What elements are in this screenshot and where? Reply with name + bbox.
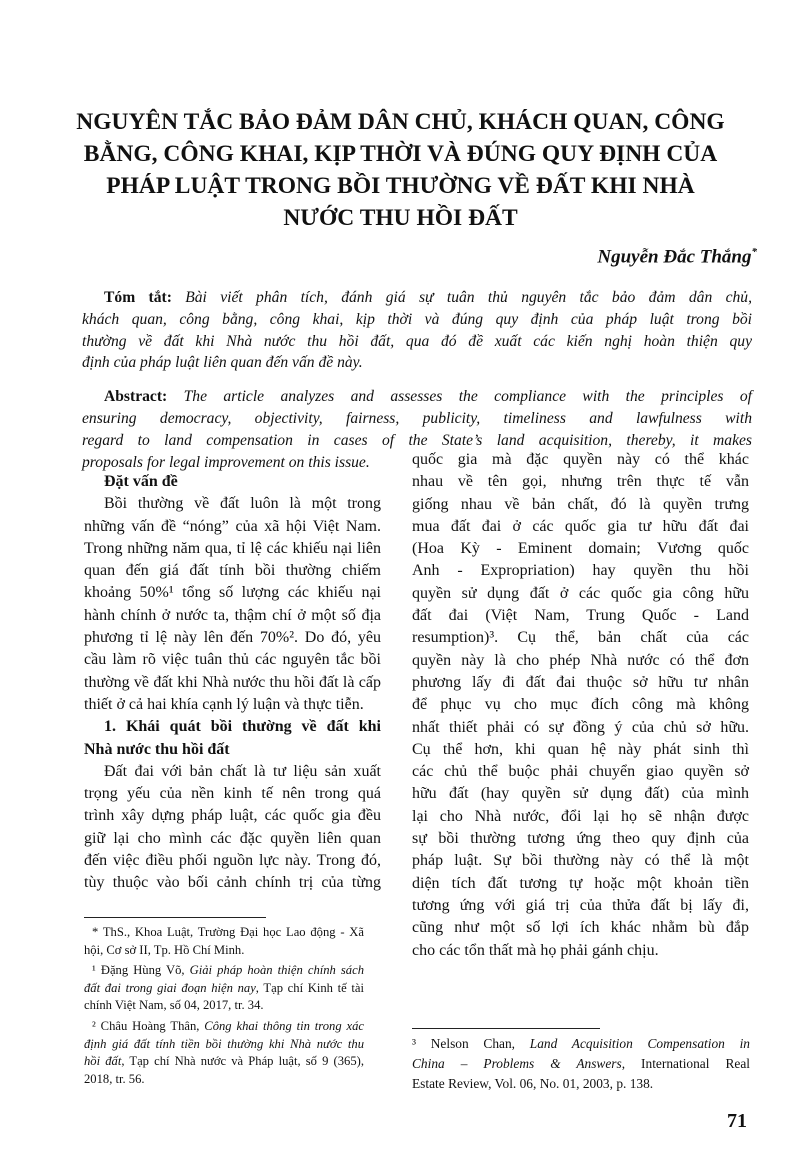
text-line (412, 806, 749, 828)
italic-text: proposals for legal improvement on this issue. (82, 453, 370, 471)
text-line (412, 717, 749, 739)
text-line (84, 672, 381, 694)
italic-text: ensuring democracy, objectivity, fairness, publicity, timeliness and lawfulness with (82, 409, 752, 427)
text-run: giống nhau về bản chất, đó là quyền trưng (412, 495, 749, 513)
paragraph-gap (82, 374, 752, 386)
text-run: trình xây dựng pháp luật, các quốc gia đều (84, 807, 381, 825)
text-run: để phục vụ cho mục đích công mà không (412, 696, 749, 714)
abstract-block (82, 287, 752, 473)
text-line (82, 408, 752, 430)
text-line (84, 783, 381, 805)
left-column (84, 471, 381, 895)
text-run: tùy thuộc vào bối cảnh chính trị của từng (84, 874, 381, 892)
text-line (84, 471, 381, 493)
italic-text: Công khai thông tin trong xác (204, 1018, 364, 1033)
italic-text: China – Problems & Answers (412, 1056, 622, 1071)
text-run: trọng yếu của nền kinh tế nên trong quá (84, 785, 381, 803)
page-number: 71 (727, 1110, 747, 1132)
text-line (412, 449, 749, 471)
text-line (84, 997, 364, 1015)
text-line (412, 739, 749, 761)
text-run: chính Việt Nam, số 04, 2017, tr. 34. (84, 998, 264, 1013)
text-run: , International Real (621, 1056, 750, 1071)
text-line (412, 850, 749, 872)
footnotes-right (412, 1034, 750, 1094)
italic-text: Land Acquisition Compensation in (529, 1036, 750, 1051)
text-run: nhau về tên gọi, nhưng trên thực tế vẫn (412, 473, 749, 491)
text-line (82, 386, 752, 408)
text-run: , Tạp chí Nhà nước và Pháp luật, số 9 (365), (121, 1054, 364, 1069)
italic-text: khách quan, công bằng, công khai, kịp thời và đúng quy định của pháp luật trong bồi (82, 310, 752, 328)
text-run: tương ứng với giá trị của thửa đất bị lấy đi, (412, 896, 749, 914)
paragraph (412, 1034, 750, 1094)
text-run: ¹ Đặng Hùng Võ, (92, 963, 190, 978)
text-line (82, 331, 752, 353)
bold-text: Tóm tắt: (104, 289, 186, 306)
text-run: hành chính ở nước ta, thậm chí ở một số địa (84, 606, 381, 624)
text-run: sự bồi thường tương ứng theo quy định của (412, 830, 749, 848)
bold-text: Nhà nước thu hồi đất (84, 740, 230, 758)
text-line (412, 538, 749, 560)
text-line (412, 605, 749, 627)
text-run: khoảng 50%¹ tổng số lượng các khiếu nại (84, 584, 381, 602)
text-run: cầu làm rõ việc tuân thủ các nguyên tắc bồi (84, 651, 381, 669)
text-run: quốc gia mà đặc quyền này có thể khác (412, 451, 749, 468)
text-line (412, 895, 749, 917)
text-run: ² Châu Hoàng Thân, (92, 1018, 205, 1033)
text-line (84, 516, 381, 538)
text-line (412, 650, 749, 672)
text-line (84, 560, 381, 582)
text-line (84, 942, 364, 960)
text-line (84, 850, 381, 872)
text-line (412, 828, 749, 850)
text-run: hữu đất (hay quyền sử dụng đất) của mình (412, 785, 749, 803)
title-line: NƯỚC THU HỒI ĐẤT (283, 205, 518, 231)
text-line (412, 873, 749, 895)
title-line: PHÁP LUẬT TRONG BỒI THƯỜNG VỀ ĐẤT KHI NHÀ (106, 173, 695, 199)
text-run: thường về đất khi Nhà nước thu hồi đất là cấp (84, 673, 381, 691)
italic-text: The article analyzes and assesses the compliance with the principles of (183, 388, 752, 406)
text-line (84, 582, 381, 604)
article-title (30, 106, 771, 234)
italic-text: Giải pháp hoàn thiện chính sách (189, 963, 364, 978)
text-line (84, 924, 364, 942)
bold-text: Đặt vấn đề (104, 473, 178, 490)
text-run: Trong những năm qua, tỉ lệ các khiếu nại liên (84, 539, 381, 557)
paragraph (412, 449, 749, 962)
paragraph (84, 493, 381, 716)
text-run: nhất thiết phải có sự đồng ý của chủ sở hữu. (412, 718, 749, 736)
text-line (84, 493, 381, 515)
text-line (84, 605, 381, 627)
text-line (412, 694, 749, 716)
bold-text: Abstract: (104, 388, 184, 406)
paragraph (84, 924, 364, 959)
text-run: cho các tổn thất mà họ phải gánh chịu. (412, 941, 659, 959)
text-line (84, 694, 381, 716)
text-line (84, 627, 381, 649)
text-line (412, 560, 749, 582)
text-line (412, 761, 749, 783)
text-run: quyền sử dụng đất ở các quốc gia công hữu (412, 584, 749, 602)
paragraph (84, 471, 381, 493)
title-line: BẰNG, CÔNG KHAI, KỊP THỜI VÀ ĐÚNG QUY ĐỊNH CỦA (83, 141, 718, 167)
italic-text: định của pháp luật liên quan đến vấn đề này. (82, 354, 363, 372)
text-line (84, 1018, 364, 1036)
text-run: đến việc điều phối nguồn lực này. Trong đó, (84, 852, 381, 870)
text-run: thiết ở cả hai khía cạnh lý luận và thực tiễn. (84, 695, 364, 713)
footnote-divider (412, 1028, 600, 1029)
text-run: (Hoa Kỳ - Eminent domain; Vương quốc (412, 540, 749, 558)
text-run: Estate Review, Vol. 06, No. 01, 2003, p. 138. (412, 1076, 654, 1091)
paragraph (82, 287, 752, 374)
author-name: Nguyễn Đắc Thắng (597, 246, 752, 268)
italic-text: đất đai trong giai đoạn hiện nay (84, 980, 256, 995)
paragraph (84, 761, 381, 895)
text-line (84, 872, 381, 894)
text-line (412, 1074, 750, 1094)
italic-text: định giá đất tính tiền bồi thường khi Nhà nước thu (84, 1036, 364, 1051)
text-run: Cụ thể hơn, khi quan hệ này phát sinh thì (412, 740, 749, 758)
text-line (84, 962, 364, 980)
text-run: quan đến giá đất tính bồi thường chiếm (84, 562, 381, 580)
text-line (82, 287, 752, 309)
text-line (412, 940, 749, 962)
text-line (84, 538, 381, 560)
right-column (412, 449, 749, 962)
text-run: lại cho Nhà nước, đổi lại họ sẽ nhận được (412, 807, 749, 825)
text-run: , Tạp chí Kinh tế tài (255, 980, 364, 995)
text-line (412, 494, 749, 516)
text-run: Bồi thường về đất luôn là một trong (104, 495, 381, 513)
italic-text: regard to land compensation in cases of the State’s land acquisition, thereby, it makes (82, 431, 752, 449)
text-run: đất đai (Việt Nam, Trung Quốc - Land (412, 607, 749, 625)
text-line (412, 627, 749, 649)
text-line (412, 583, 749, 605)
text-line (412, 1034, 750, 1054)
text-run: * ThS., Khoa Luật, Trường Đại học Lao động - Xã (92, 925, 364, 939)
author-footnote-mark: * (751, 246, 757, 258)
text-line (412, 672, 749, 694)
text-run: ³ Nelson Chan, (412, 1036, 530, 1051)
text-line (84, 805, 381, 827)
text-line (412, 783, 749, 805)
text-run: 2018, tr. 56. (84, 1071, 145, 1086)
italic-text: hồi đất (84, 1054, 122, 1069)
text-run: cũng như một số lợi ích khác nhằm bù đắp (412, 919, 749, 937)
italic-text: Bài viết phân tích, đánh giá sự tuân thủ nguyên tắc bảo đảm dân chủ, (185, 289, 752, 306)
text-run: phương lấy đi đất đai thuộc sở hữu tư nhân (412, 673, 749, 691)
italic-text: thường về đất khi Nhà nước thu hồi đất, qua đó đề xuất các kiến nghị hoàn thiện quy (82, 332, 752, 350)
text-line (84, 1053, 364, 1071)
text-line (84, 649, 381, 671)
text-line (84, 1036, 364, 1054)
text-line (84, 980, 364, 998)
text-line (82, 309, 752, 331)
text-run: giữ lại cho mình các đặc quyền liên quan (84, 829, 381, 847)
paragraph (84, 1018, 364, 1088)
paragraph (84, 962, 364, 1015)
footnotes-left (84, 924, 364, 1088)
text-run: phương tỉ lệ này lên đến 70%². Do đó, yêu (84, 629, 381, 647)
bold-text: 1. Khái quát bồi thường về đất khi (104, 718, 381, 736)
text-line (412, 1054, 750, 1074)
text-run: các chủ thể buộc phải chuyển giao quyền sở (412, 763, 749, 781)
paragraph (84, 716, 381, 761)
footnote-divider (84, 917, 266, 918)
text-run: diện tích đất tương tự hoặc một khoản tiền (412, 874, 749, 892)
text-run: Đất đai với bản chất là tư liệu sản xuất (104, 762, 381, 780)
text-run: Anh - Expropriation) hay quyền thu hồi (412, 562, 749, 580)
text-run: những vấn đề “nóng” của xã hội Việt Nam. (84, 517, 381, 535)
title-line: NGUYÊN TẮC BẢO ĐẢM DÂN CHỦ, KHÁCH QUAN, CÔNG (76, 109, 725, 135)
text-line (412, 516, 749, 538)
text-run: resumption)³. Cụ thể, bản chất của các (412, 629, 749, 647)
text-line (82, 352, 752, 374)
text-line (84, 1071, 364, 1089)
text-line (412, 471, 749, 493)
text-run: hội, Cơ sở II, Tp. Hồ Chí Minh. (84, 942, 245, 957)
text-run: mua đất đai ở các quốc gia tư hữu đất đai (412, 517, 749, 535)
text-line (412, 917, 749, 939)
text-run: quyền này là cho phép Nhà nước có thể đơn (412, 651, 749, 669)
text-line (84, 761, 381, 783)
text-run: pháp luật. Sự bồi thường này có thể là một (412, 852, 749, 870)
text-line (84, 716, 381, 738)
text-line (84, 828, 381, 850)
author (597, 246, 757, 268)
text-line (84, 739, 381, 761)
